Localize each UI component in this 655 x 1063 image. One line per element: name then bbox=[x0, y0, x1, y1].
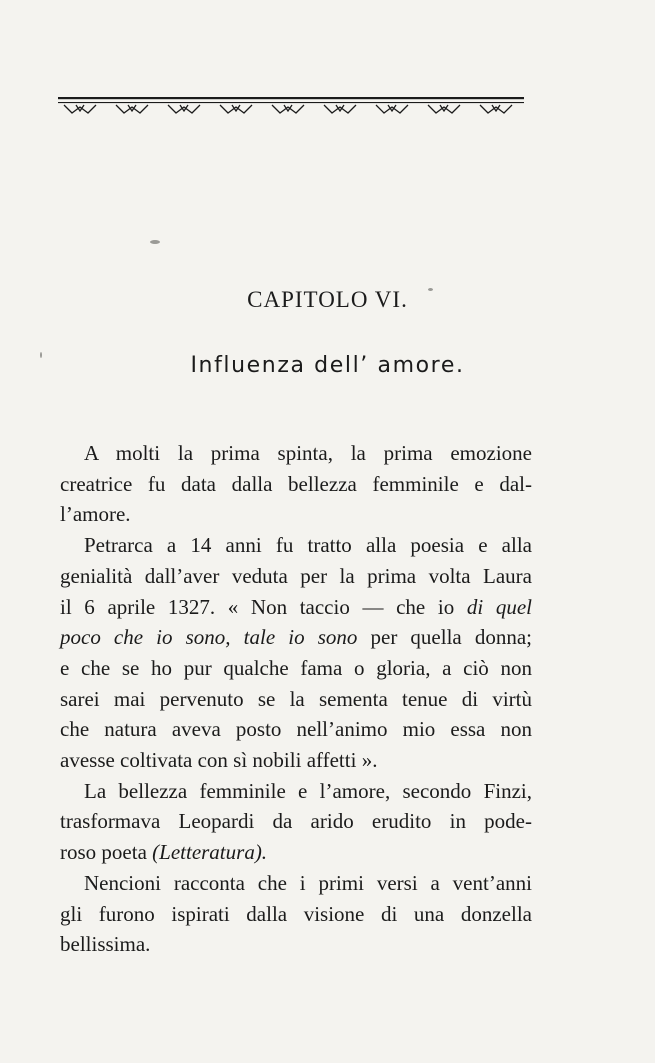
ornament-motif bbox=[272, 105, 304, 113]
chapter-title: Influenza dell’ amore. bbox=[190, 353, 465, 378]
text-line: gli furono ispirati dalla visione di una donzella bbox=[60, 901, 532, 926]
text-line: Petrarca a 14 anni fu tratto alla poesia e alla bbox=[84, 533, 532, 558]
ornament-motif bbox=[324, 105, 356, 113]
text-line: A molti la prima spinta, la prima emozione bbox=[84, 441, 532, 465]
text-line: avesse coltivata con sì nobili affetti ». bbox=[60, 748, 378, 773]
text-line: sarei mai pervenuto se la sementa tenue di virtù bbox=[60, 686, 532, 711]
text-run: roso poeta bbox=[60, 840, 153, 865]
text-line: che natura aveva posto nell’animo mio essa non bbox=[60, 717, 532, 742]
text-line: creatrice fu data dalla bellezza femminile e dal- bbox=[60, 471, 532, 496]
text-run: il 6 aprile 1327. « Non taccio — che io bbox=[60, 594, 467, 619]
paper-speck bbox=[150, 240, 160, 244]
italic-run: (Letteratura). bbox=[152, 840, 268, 865]
body-text bbox=[60, 438, 532, 960]
paragraph bbox=[60, 438, 532, 530]
text-line: bellissima. bbox=[60, 932, 151, 957]
paper-speck bbox=[428, 288, 433, 291]
ornament-motif bbox=[376, 105, 408, 113]
italic-run: poco che io sono, tale io sono bbox=[60, 625, 358, 650]
ornament-motif bbox=[116, 105, 148, 113]
chapter-number: CAPITOLO VI. bbox=[247, 287, 408, 312]
text-line bbox=[60, 592, 532, 623]
ornament-motif bbox=[64, 105, 96, 113]
ornament-motif bbox=[220, 105, 252, 113]
paragraph bbox=[60, 530, 532, 776]
text-line: La bellezza femminile e l’amore, secondo Finzi, bbox=[84, 778, 532, 803]
paragraph bbox=[60, 868, 532, 960]
text-run: per quella donna; bbox=[357, 625, 533, 650]
paragraph bbox=[60, 776, 532, 868]
text-line: genialità dall’aver veduta per la prima volta Laura bbox=[60, 563, 532, 588]
paper-speck bbox=[40, 352, 42, 358]
decorative-header-ornament bbox=[58, 96, 524, 120]
text-line: trasformava Leopardi da arido erudito in pode- bbox=[60, 809, 532, 834]
text-line: e che se ho pur qualche fama o gloria, a ciò non bbox=[60, 655, 532, 680]
ornament-motif bbox=[168, 105, 200, 113]
text-line: l’amore. bbox=[60, 502, 131, 527]
text-line bbox=[60, 837, 532, 868]
text-line: Nencioni racconta che i primi versi a vent’anni bbox=[84, 870, 532, 895]
text-line bbox=[60, 622, 532, 653]
ornament-motif bbox=[428, 105, 460, 113]
italic-run: di quel bbox=[466, 594, 532, 619]
ornament-motif bbox=[480, 105, 512, 113]
